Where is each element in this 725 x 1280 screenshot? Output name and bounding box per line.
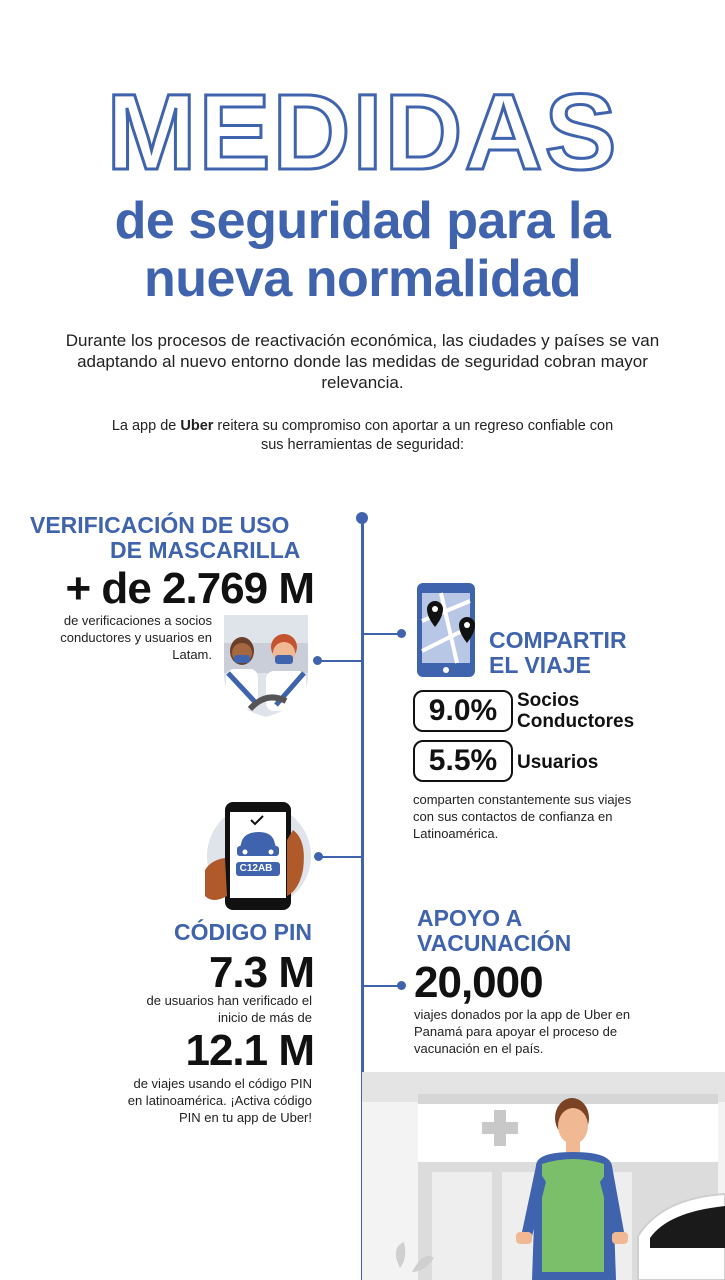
main-title: MEDIDAS — [106, 71, 619, 192]
connector-dot-pin — [314, 852, 323, 861]
intro-suffix: reitera su compromiso con aportar a un regreso confiable con sus herramientas de seguridad: — [213, 418, 614, 453]
uber-brand-text: Uber — [180, 418, 214, 434]
connector-mascarilla — [317, 660, 362, 662]
vacunacion-desc: viajes donados por la app de Uber en Panamá para apoyar el proceso de vacunación en el país. — [414, 1007, 631, 1056]
subtitle — [0, 192, 725, 308]
vacunacion-number: 20,000 — [414, 958, 543, 1007]
pin-number-trips: 12.1 M — [185, 1026, 314, 1075]
clinic-scene-illustration — [362, 1072, 725, 1280]
mascarilla-heading-line-1: VERIFICACIÓN DE USO — [30, 512, 290, 538]
compartir-desc: comparten constantemente sus viajes con sus contactos de confianza en Latinoamérica. — [413, 792, 632, 841]
mascarilla-heading-line-2: DE MASCARILLA — [110, 537, 301, 563]
vacunacion-heading-line-2: VACUNACIÓN — [417, 930, 572, 956]
compartir-heading-line-2: EL VIAJE — [489, 652, 591, 678]
intro-prefix: La app de — [111, 418, 181, 434]
connector-pin — [318, 856, 362, 858]
subtitle-line-2: nueva normalidad — [144, 250, 581, 308]
mascarilla-desc: de verificaciones a socios conductores y usuarios en Latam. — [60, 613, 212, 662]
vacunacion-heading — [417, 906, 657, 956]
connector-dot-mascarilla — [313, 656, 322, 665]
pin-phone-icon — [203, 800, 315, 912]
compartir-heading — [489, 628, 719, 678]
stat-socios-label-line-2: Conductores — [517, 711, 635, 732]
subtitle-line-1: de seguridad para la — [114, 192, 611, 250]
pin-heading: CÓDIGO PIN — [173, 919, 312, 945]
stat-socios-value: 9.0% — [413, 690, 513, 732]
stat-usuarios-value: 5.5% — [413, 740, 513, 782]
pin-desc-trips: de viajes usando el código PIN en latinoamérica. ¡Activa código PIN en tu app de Uber! — [127, 1076, 312, 1125]
phone-map-icon — [413, 581, 479, 679]
pin-desc-users: de usuarios han verificado el inicio de más de — [146, 993, 312, 1025]
license-plate: C12AB — [239, 863, 273, 874]
mascarilla-number: + de 2.769 M — [65, 564, 314, 613]
connector-dot-compartir — [397, 629, 406, 638]
mascarilla-heading — [30, 513, 320, 563]
connector-vacunacion — [363, 985, 401, 987]
intro-paragraph: Durante los procesos de reactivación económica, las ciudades y países se van adaptando al nuevo entorno donde las medidas de seguridad cobran mayor relevancia. — [65, 331, 660, 392]
masked-people-icon — [220, 613, 312, 719]
vacunacion-heading-line-1: APOYO A — [417, 905, 523, 931]
pin-number-users: 7.3 M — [208, 948, 314, 997]
intro-commitment — [100, 417, 625, 455]
connector-dot-vacunacion — [397, 981, 406, 990]
stat-usuarios-label: Usuarios — [517, 752, 599, 773]
stat-socios-label-line-1: Socios — [517, 690, 580, 711]
timeline-start-dot — [356, 512, 368, 524]
connector-compartir — [363, 633, 401, 635]
stat-socios-label — [517, 690, 717, 732]
compartir-heading-line-1: COMPARTIR — [489, 627, 627, 653]
